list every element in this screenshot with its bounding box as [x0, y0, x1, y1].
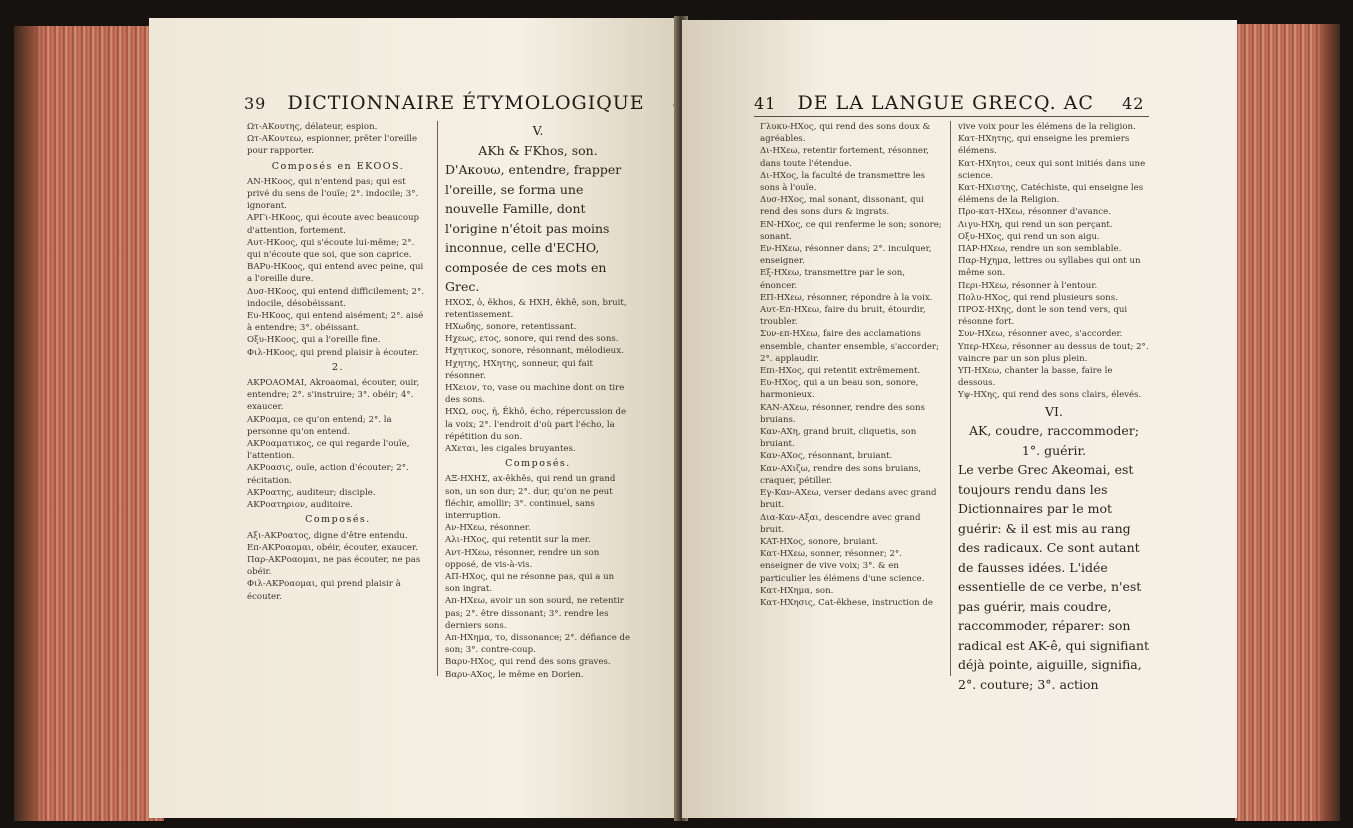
- dictionary-entry: Kαν-AXος, résonnant, bruiant.: [760, 451, 893, 462]
- dictionary-entry: Δια-Kαν-Aξαι, descendre avec grand bruit.: [760, 512, 921, 535]
- dictionary-entry: Composés.: [505, 458, 571, 470]
- dictionary-entry: Δυσ-HKοος, qui entend difficilement; 2°. indocile, désobéissant.: [247, 286, 425, 309]
- right-page: [682, 20, 1237, 818]
- dictionary-entry: Eπ-AKPοαομαι, obéir, écouter, exaucer.: [247, 542, 418, 553]
- dictionary-entry: AKPοαματικος, ce qui regarde l'ouïe, l'attention.: [247, 439, 410, 462]
- dictionary-entry: Aπ-HXημα, το, dissonance; 2°. défiance de son; 3°. contre-coup.: [445, 632, 631, 656]
- dictionary-entry: Aξι-AKPοατος, digne d'être entendu.: [247, 530, 408, 541]
- dictionary-entry: KAN-AXεω, résonner, rendre des sons bruians.: [760, 402, 925, 425]
- dictionary-entry: APΓι-HKοος, qui écoute avec beaucoup d'attention, fortement.: [247, 213, 420, 236]
- right-column-2: [958, 121, 1150, 694]
- dictionary-entry: Γλυκυ-HXος, qui rend des sons doux & agréables.: [760, 122, 931, 145]
- right-page-number-2: 42: [1122, 94, 1145, 113]
- dictionary-entry: Περι-HXεω, résonner à l'entour.: [958, 280, 1098, 291]
- dictionary-entry: AΞ-HXHΣ, ax-êkhês, qui rend un grand son, un son dur; 2°. dur, qu'on ne peut fléchir, amollir; 3°. continuel, sans interruption.: [445, 474, 616, 521]
- left-column-2: [445, 121, 631, 681]
- left-page: [149, 18, 679, 818]
- dictionary-entry: Composés en EKOOS.: [271, 160, 405, 172]
- dictionary-entry: ΠAP-HXεω, rendre un son semblable.: [958, 244, 1122, 255]
- dictionary-entry: Kατ-HXησις, Cat-êkhese, instruction de: [760, 597, 933, 608]
- dictionary-entry: Kατ-HXημα, son.: [760, 585, 834, 596]
- left-running-header: [244, 92, 695, 114]
- dictionary-entry: 2.: [331, 361, 345, 373]
- left-column-1: [247, 121, 429, 603]
- dictionary-entry: Δι-HXεω, retentir fortement, résonner, dans toute l'étendue.: [760, 146, 929, 169]
- dictionary-entry: Aλι-HXος, qui retentit sur la mer.: [445, 535, 591, 546]
- header-rule: [754, 116, 1149, 117]
- section-subheading-vi: 1°. guérir.: [1021, 442, 1087, 458]
- dictionary-entry: Ωτ-AKουτης, délateur, espion.: [247, 122, 378, 132]
- dictionary-entry: Kαν-AXιζω, rendre des sons bruians, craquer, pétiller.: [760, 463, 922, 486]
- dictionary-entry: Eπι-HXος, qui retentit extrêmement.: [760, 366, 921, 377]
- dictionary-entry: Υπερ-HXεω, résonner au dessus de tout; 2°. vaincre par un son plus plein.: [958, 341, 1149, 364]
- dictionary-entry: AKPοαμα, ce qu'on entend; 2°. la personne qu'on entend.: [247, 414, 392, 437]
- dictionary-entry: Hχητης, HXητης, sonneur, qui fait résonner.: [445, 358, 593, 381]
- dictionary-entry: Eν-HXεω, résonner dans; 2°. inculquer, enseigner.: [760, 244, 932, 267]
- dictionary-entry: Φιλ-HKοος, qui prend plaisir à écouter.: [247, 347, 419, 358]
- dictionary-entry: Eγ-Kαν-AXεω, verser dedans avec grand bruit.: [760, 488, 937, 511]
- dictionary-entry: Παρ-Hχημα, lettres ou syllabes qui ont un même son.: [958, 256, 1141, 279]
- dictionary-entry: KAT-HXος, sonore, bruiant.: [760, 536, 879, 547]
- dictionary-entry: AKPοατηριον, auditoire.: [247, 500, 353, 511]
- dictionary-entry: Hχεως, ετος, sonore, qui rend des sons.: [445, 334, 619, 345]
- dictionary-entry: Yψ-HXης, qui rend des sons clairs, élevés.: [958, 390, 1142, 401]
- dictionary-entry: vive voix pour les élémens de la religion.: [958, 122, 1136, 132]
- dictionary-entry: Bαρυ-AXος, le même en Dorien.: [445, 669, 584, 680]
- right-page-number: 41: [754, 94, 777, 113]
- dictionary-entry: HXωδης, sonore, retentissant.: [445, 321, 577, 332]
- dictionary-entry: AXεται, les cigales bruyantes.: [445, 443, 576, 454]
- dictionary-entry: Συν-HXεω, résonner avec, s'accorder.: [958, 329, 1123, 340]
- right-header-title: DE LA LANGUE GRECQ. AC: [797, 92, 1094, 114]
- dictionary-entry: Kατ-HXητοι, ceux qui sont initiés dans une science.: [958, 158, 1146, 181]
- dictionary-entry: AKPοασις, ouïe, action d'écouter; 2°. récitation.: [247, 463, 409, 486]
- column-divider-right: [950, 121, 951, 676]
- left-header-title: DICTIONNAIRE ÉTYMOLOGIQUE: [287, 92, 645, 114]
- dictionary-entry: ΠPOΣ-HXης, dont le son tend vers, qui résonne fort.: [958, 305, 1128, 328]
- section-numeral: V.: [532, 123, 544, 138]
- dictionary-entry: Eξ-HXεω, transmettre par le son, énoncer.: [760, 268, 906, 291]
- dictionary-entry: Kατ-HXητης, qui enseigne les premiers élémens.: [958, 134, 1130, 157]
- dictionary-entry: EΠ-HXεω, résonner, répondre à la voix.: [760, 292, 933, 303]
- column-divider: [437, 121, 438, 676]
- dictionary-entry: Προ-κατ-HXεω, résonner d'avance.: [958, 207, 1111, 218]
- dictionary-entry: HXΩ, ους, ἡ, Êkhô, écho, répercussion de la voix; 2°. l'endroit d'où part l'écho, la répétition du son.: [445, 407, 627, 442]
- dictionary-entry: Hχητικος, sonore, résonnant, mélodieux.: [445, 346, 624, 357]
- dictionary-entry: Aπ-HXεω, avoir un son sourd, ne retentir pas; 2°. être dissonant; 3°. rendre les derniers sons.: [445, 596, 624, 631]
- open-book: [14, 16, 1340, 826]
- dictionary-entry: Ωτ-AKουτεω, espionner, prêter l'oreille pour rapporter.: [247, 134, 418, 157]
- section-heading-vi: AK, coudre, raccommoder;: [969, 423, 1139, 439]
- right-page-edges: [1235, 24, 1340, 821]
- dictionary-entry: Eυ-HXος, qui a un beau son, sonore, harmonieux.: [760, 378, 919, 401]
- dictionary-entry: Aντ-HXεω, résonner, rendre un son opposé, de vis-à-vis.: [445, 547, 600, 570]
- dictionary-entry: AΠ-HXος, qui ne résonne pas, qui a un son ingrat.: [445, 571, 615, 595]
- dictionary-entry: HXειον, το, vase ou machine dont on tire des sons.: [445, 382, 625, 406]
- dictionary-entry: BAPυ-HKοος, qui entend avec peine, qui a l'oreille dure.: [247, 262, 424, 285]
- dictionary-entry: Composés.: [305, 514, 371, 526]
- dictionary-entry: Λιγυ-HXη, qui rend un son perçant.: [958, 219, 1113, 230]
- dictionary-entry: Aν-HXεω, résonner.: [445, 523, 531, 534]
- dictionary-entry: EN-HXος, ce qui renferme le son; sonore; sonant.: [760, 219, 942, 242]
- dictionary-entry: Πολυ-HXος, qui rend plusieurs sons.: [958, 292, 1118, 303]
- dictionary-entry: Oξυ-HXος, qui rend un son aigu.: [958, 231, 1100, 242]
- left-page-edges: [14, 26, 164, 821]
- dictionary-entry: Bαρυ-HXος, qui rend des sons graves.: [445, 657, 611, 668]
- left-page-number: 39: [244, 94, 267, 113]
- dictionary-entry: Kατ-HXεω, sonner, résonner; 2°. enseigner de vive voix; 3°. & en particulier les élémens d'une science.: [760, 549, 925, 584]
- dictionary-entry: Συν-επ-HXεω, faire des acclamations ensemble, chanter ensemble, s'accorder; 2°. applaudir.: [760, 329, 939, 364]
- section-paragraph-vi: Le verbe Grec Akeomai, est toujours rendu dans les Dictionnaires par le mot guérir: & il est mis au rang des radicaux. Ce sont autant de fausses idées. L'idée essentielle de ce verbe, n'est pas guérir, mais coudre, raccommoder, réparer: son radical est AK-ê, qui signifiant déjà pointe, aiguille, signifia, 2°. couture; 3°. action: [958, 462, 1150, 692]
- section-numeral-vi: VI.: [1045, 403, 1063, 419]
- dictionary-entry: AKPOAOMAI, Akroaomai, écouter, ouir, entendre; 2°. s'instruire; 3°. obéir; 4°. exaucer.: [247, 378, 420, 413]
- dictionary-entry: AKPοατης, auditeur; disciple.: [247, 487, 376, 498]
- dictionary-entry: Kαν-AXη, grand bruit, cliquetis, son bruiant.: [760, 427, 917, 450]
- dictionary-entry: Φιλ-AKPοαομαι, qui prend plaisir à écouter.: [247, 579, 401, 602]
- dictionary-entry: Δι-HXος, la faculté de transmettre les sons à l'ouïe.: [760, 170, 926, 194]
- dictionary-entry: Δυσ-HXος, mal sonant, dissonant, qui rend des sons durs & ingrats.: [760, 195, 924, 218]
- dictionary-entry: Aυτ-Eπ-HXεω, faire du bruit, étourdir, troubler.: [760, 305, 926, 328]
- dictionary-entry: Oξυ-HKοος, qui a l'oreille fine.: [247, 335, 381, 346]
- dictionary-entry: Παρ-AKPοαομαι, ne pas écouter, ne pas obéir.: [247, 554, 421, 578]
- dictionary-entry: AN-HKοος, qui n'entend pas; qui est privé du sens de l'ouïe; 2°. indocile; 3°. ignorant.: [247, 176, 419, 212]
- dictionary-entry: YΠ-HXεω, chanter la basse, faire le dessous.: [958, 366, 1113, 389]
- dictionary-entry: Aυτ-HKοος, qui s'écoute lui-même; 2°. qui n'écoute que soi, que son caprice.: [247, 237, 415, 261]
- dictionary-entry: Eυ-HKοος, qui entend aisément; 2°. aisé à entendre; 3°. obéissant.: [247, 311, 424, 334]
- right-running-header: [754, 92, 1144, 114]
- right-column-1: [760, 121, 943, 609]
- dictionary-entry: Kατ-HXιστης, Catéchiste, qui enseigne les élémens de la Religion.: [958, 183, 1144, 206]
- entry-list: [445, 297, 631, 681]
- dictionary-entry: HXOΣ, ὁ, êkhos, & HXH, êkhê, son, bruit, retentissement.: [445, 297, 627, 320]
- section-intro-paragraph: D'Ακουω, entendre, frapper l'oreille, se forma une nouvelle Famille, dont l'origine n'étoit pas moins inconnue, celle d'ECHO, composée de ces mots en Grec.: [445, 162, 622, 294]
- section-heading: AKh & FKhos, son.: [478, 142, 598, 158]
- entry-list-right: [958, 121, 1150, 402]
